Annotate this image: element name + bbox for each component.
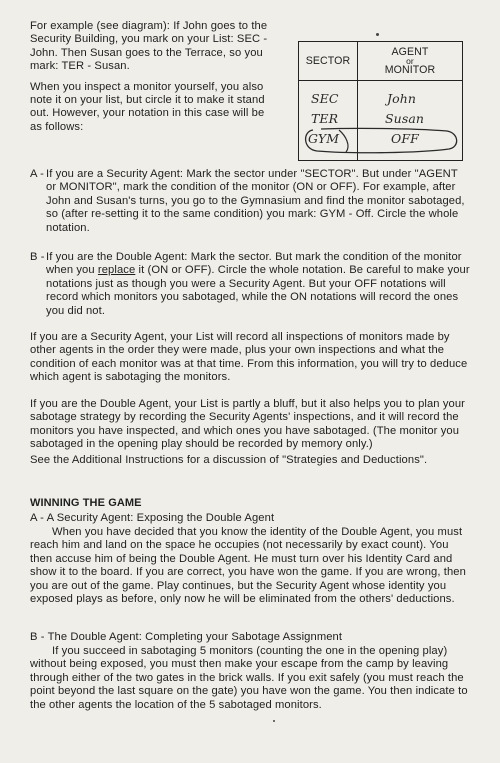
diagram-circled-notation bbox=[299, 42, 462, 160]
diagram-row2-sector: TER bbox=[311, 111, 339, 126]
diagram-row2-agent: Susan bbox=[385, 111, 425, 126]
diagram-row1-sector: SEC bbox=[311, 91, 339, 106]
intro-example-paragraph: For example (see diagram): If John goes to the Security Building, you mark on your List: SEC - John. Then Susan goes to the Terrace, so you mark: TER - Susan. bbox=[30, 20, 268, 73]
diagram-row1-agent: John bbox=[387, 91, 417, 106]
notation-item-b bbox=[30, 251, 470, 318]
diagram-header-sector: SECTOR bbox=[305, 54, 351, 67]
notation-diagram bbox=[298, 41, 463, 161]
winning-double-agent-text: If you succeed in sabotaging 5 monitors (counting the one in the opening play) without being exposed, you must then make your escape from the camp by leaving through either of the two gates in the brick walls. If you exit safely (you must reach the point beyond the last square on the gate) you have won the game. You then indicate to the other agents the location of the 5 sabotaged monitors. bbox=[30, 645, 468, 711]
item-b-underlined-word: replace bbox=[97, 264, 136, 277]
diagram-header-or: or bbox=[406, 56, 414, 66]
diagram-row3-sector: GYM bbox=[308, 131, 340, 146]
intro-section bbox=[30, 20, 272, 141]
item-b-text bbox=[46, 251, 470, 318]
winning-security-agent-title: A - A Security Agent: Exposing the Double Agent bbox=[30, 512, 275, 524]
double-agent-list-paragraph: If you are the Double Agent, your List is partly a bluff, but it also helps you to plan your sabotage strategy by recording the Security Agents' inspections, and it will record the monitors you have inspected, and which ones you have sabotaged. (The monitor you sabotaged in the opening play should be recorded by memory only.) bbox=[30, 398, 465, 451]
item-b-letter: B - bbox=[30, 251, 45, 263]
security-agent-list-paragraph: If you are a Security Agent, your List will record all inspections of monitors made by other agents in the order they were made, plus your own inspections and what the condition of each monitor was at that time. From this information, you will try to deduce which agent is sabotaging the monitors. bbox=[30, 331, 468, 384]
print-speck bbox=[376, 33, 379, 36]
notation-item-a bbox=[30, 168, 470, 235]
winning-security-agent-text: When you have decided that you know the identity of the Double Agent, you must reach him and land on the space he occupies (not necessarily by exact count). You then accuse him of being the Double Agent. He must turn over his Identity Card and show it to the board. If you are correct, you have won the game. If you are wrong, then you are out of the game. Play continues, but the Security Agent whose identity you exposed plays as before, only now he will be eliminated from the others' deductions. bbox=[30, 526, 466, 606]
winning-double-agent-title: B - The Double Agent: Completing your Sabotage Assignment bbox=[30, 631, 343, 643]
item-a-text: If you are a Security Agent: Mark the sector under "SECTOR". But under "AGENT or MONITOR", mark the condition of the monitor (ON or OFF). For example, after John and Susan's turns, you go to the Gymnasium and find the monitor sabotaged, so (after re-setting it to the same condition) you mark: GYM - Off. Circle the whole notation. bbox=[46, 168, 465, 234]
diagram-header-agent: AGENT bbox=[391, 45, 429, 58]
diagram-row3-agent: OFF bbox=[391, 131, 419, 146]
additional-instructions-paragraph: See the Additional Instructions for a discussion of "Strategies and Deductions". bbox=[30, 454, 428, 466]
print-speck bbox=[273, 720, 275, 722]
item-a-letter: A - bbox=[30, 168, 44, 180]
item-b-text-end: it (ON or OFF). Circle the whole notation. Be careful to make your notations just as though you were a Security Agent. But your OFF notations will record which monitors you sabotaged, while the ON notations will record the ones you did not. bbox=[46, 264, 470, 317]
winning-heading: WINNING THE GAME bbox=[30, 497, 142, 509]
intro-inspection-paragraph: When you inspect a monitor yourself, you also note it on your list, but circle it to make it stand out. However, your notation in this case will be as follows: bbox=[30, 80, 265, 133]
item-b-text-start: If you are the Double Agent: Mark the sector. But mark the condition of the monitor when you bbox=[46, 251, 462, 277]
diagram-header-monitor: MONITOR bbox=[384, 64, 436, 76]
